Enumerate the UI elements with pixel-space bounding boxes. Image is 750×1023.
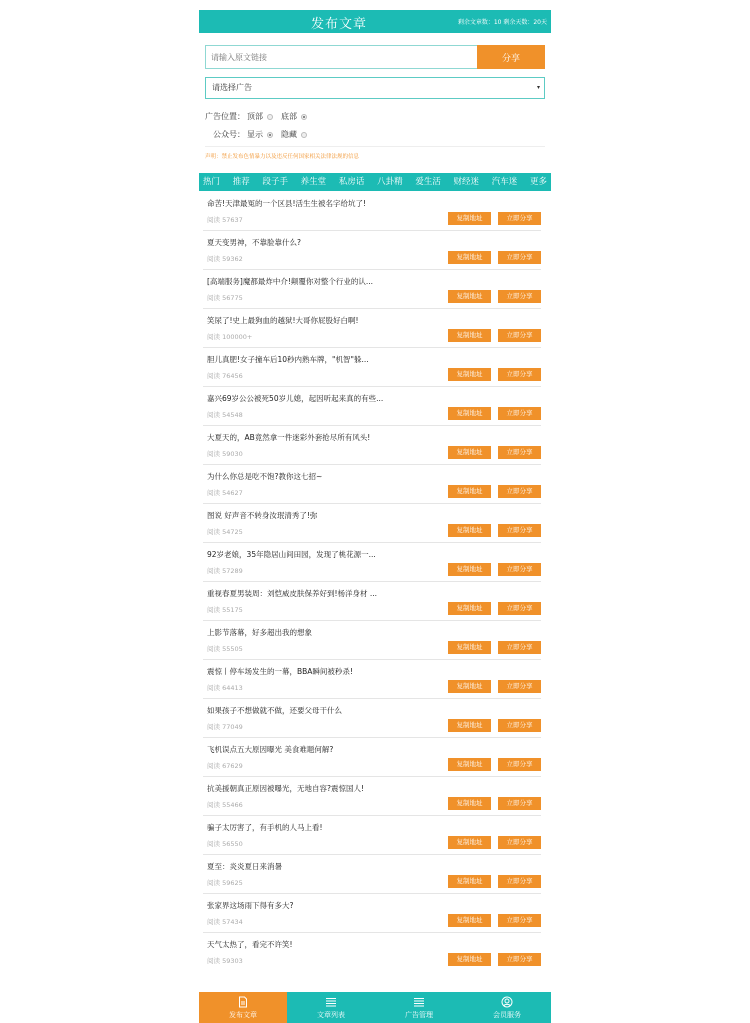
article-title[interactable]: 为什么你总是吃不饱?教你这七招~ — [207, 472, 323, 481]
tab-gossip[interactable]: 八卦精 — [377, 177, 403, 187]
copy-address-button[interactable]: 复制地址 — [448, 485, 491, 498]
tab-finance[interactable]: 财经迷 — [453, 177, 480, 187]
user-icon — [501, 996, 513, 1008]
article-item — [199, 660, 551, 699]
copy-address-button[interactable]: 复制地址 — [448, 836, 491, 849]
article-title[interactable]: 嘉兴69岁公公被死50岁儿媳，起因听起来真的有些... — [207, 394, 384, 403]
ad-position-bottom-radio[interactable] — [301, 114, 307, 120]
read-count: 阅读 77049 — [207, 723, 243, 731]
page-title: 发布文章 — [310, 17, 367, 32]
tab-lifestyle[interactable]: 爱生活 — [415, 177, 441, 187]
official-account-hide-label[interactable]: 隐藏 — [281, 130, 297, 139]
nav-label: 发布文章 — [229, 1011, 257, 1019]
share-now-button[interactable]: 立即分享 — [498, 290, 541, 303]
article-title[interactable]: 重视春夏男装周：刘恺威皮肤保养好到!杨洋身材 ... — [207, 589, 378, 598]
share-now-button[interactable]: 立即分享 — [498, 758, 541, 771]
bottom-nav — [199, 992, 551, 1023]
read-count: 阅读 54548 — [207, 411, 243, 419]
share-now-button[interactable]: 立即分享 — [498, 251, 541, 264]
ad-position-top-label[interactable]: 顶部 — [247, 112, 263, 121]
list-icon — [413, 996, 425, 1008]
app — [199, 0, 551, 1023]
article-title[interactable]: 图说 好声音不转身汝珉清秀了!弥 — [207, 511, 318, 520]
ad-position-bottom-label[interactable]: 底部 — [281, 112, 297, 121]
tab-recommend[interactable]: 推荐 — [232, 177, 250, 187]
copy-address-button[interactable]: 复制地址 — [448, 563, 491, 576]
share-now-button[interactable]: 立即分享 — [498, 368, 541, 381]
article-title[interactable]: [高端服务]魔都最炸中介!颠覆你对整个行业的认... — [207, 277, 374, 286]
share-now-button[interactable]: 立即分享 — [498, 719, 541, 732]
copy-address-button[interactable]: 复制地址 — [448, 524, 491, 537]
copy-address-button[interactable]: 复制地址 — [448, 914, 491, 927]
header-bar — [199, 10, 551, 33]
article-item — [199, 699, 551, 738]
article-item — [199, 855, 551, 894]
link-input-row — [205, 45, 545, 69]
article-title[interactable]: 夏天变男神，不靠脸靠什么? — [207, 238, 301, 247]
read-count: 阅读 55466 — [207, 801, 243, 809]
read-count: 阅读 67629 — [207, 762, 243, 770]
article-item — [199, 543, 551, 582]
article-item — [199, 192, 551, 231]
article-list — [199, 192, 551, 972]
copy-address-button[interactable]: 复制地址 — [448, 251, 491, 264]
article-item — [199, 465, 551, 504]
tab-private-talk[interactable]: 私房话 — [338, 177, 365, 187]
copy-address-button[interactable]: 复制地址 — [448, 290, 491, 303]
share-now-button[interactable]: 立即分享 — [498, 914, 541, 927]
article-item — [199, 348, 551, 387]
article-item — [199, 582, 551, 621]
tab-health[interactable]: 养生堂 — [300, 177, 327, 187]
read-count: 阅读 56550 — [207, 840, 243, 848]
article-title[interactable]: 笑尿了!史上最狗血的越狱!大哥你屁股好白啊! — [207, 316, 359, 325]
copy-address-button[interactable]: 复制地址 — [448, 368, 491, 381]
copy-address-button[interactable]: 复制地址 — [448, 407, 491, 420]
ad-select-dropdown[interactable] — [205, 77, 545, 99]
article-title[interactable]: 飞机误点五大原因曝光 美食难题何解? — [207, 745, 334, 754]
article-item — [199, 270, 551, 309]
share-now-button[interactable]: 立即分享 — [498, 446, 541, 459]
document-icon — [237, 996, 249, 1008]
read-count: 阅读 55505 — [207, 645, 243, 653]
share-now-button[interactable]: 立即分享 — [498, 485, 541, 498]
copy-address-button[interactable]: 复制地址 — [448, 953, 491, 966]
share-now-button[interactable]: 立即分享 — [498, 602, 541, 615]
nav-ad-management[interactable] — [375, 992, 463, 1023]
read-count: 阅读 57434 — [207, 918, 243, 926]
share-now-button[interactable]: 立即分享 — [498, 524, 541, 537]
article-item — [199, 894, 551, 933]
copy-address-button[interactable]: 复制地址 — [448, 329, 491, 342]
official-account-group — [213, 129, 313, 140]
nav-label: 会员服务 — [493, 1011, 521, 1019]
copy-address-button[interactable]: 复制地址 — [448, 641, 491, 654]
nav-label: 文章列表 — [317, 1011, 345, 1019]
tab-cars[interactable]: 汽车迷 — [491, 177, 518, 187]
copy-address-button[interactable]: 复制地址 — [448, 446, 491, 459]
copy-address-button[interactable]: 复制地址 — [448, 719, 491, 732]
article-item — [199, 738, 551, 777]
read-count: 阅读 76456 — [207, 372, 243, 380]
share-now-button[interactable]: 立即分享 — [498, 680, 541, 693]
copy-address-button[interactable]: 复制地址 — [448, 680, 491, 693]
article-title[interactable]: 天气太热了，看完不许笑! — [207, 940, 293, 949]
read-count: 阅读 59303 — [207, 957, 243, 965]
remaining-stats: 剩余文章数：10 剩余天数：20天 — [457, 19, 547, 26]
copy-address-button[interactable]: 复制地址 — [448, 212, 491, 225]
share-now-button[interactable]: 立即分享 — [498, 563, 541, 576]
read-count: 阅读 54627 — [207, 489, 243, 497]
tab-more[interactable]: 更多 — [529, 177, 547, 187]
article-title[interactable]: 胆儿真肥!女子撞车后10秒内熟车牌，"机智"躲... — [207, 355, 369, 364]
article-title[interactable]: 震惊丨停车场发生的一幕，BBA瞬间被秒杀! — [207, 667, 353, 676]
article-item — [199, 816, 551, 855]
ad-position-top-radio[interactable] — [267, 114, 273, 120]
share-now-button[interactable]: 立即分享 — [498, 836, 541, 849]
read-count: 阅读 57289 — [207, 567, 243, 575]
article-title[interactable]: 上影节落幕，好多超出我的想象 — [207, 628, 312, 637]
read-count: 阅读 59362 — [207, 255, 243, 263]
copy-address-button[interactable]: 复制地址 — [448, 602, 491, 615]
read-count: 阅读 55175 — [207, 606, 243, 614]
share-now-button[interactable]: 立即分享 — [498, 797, 541, 810]
article-item — [199, 309, 551, 348]
share-now-button[interactable]: 立即分享 — [498, 875, 541, 888]
article-item — [199, 621, 551, 660]
article-title[interactable]: 抗美援朝真正原因被曝光，无地自容?震惊国人! — [207, 784, 364, 793]
share-now-button[interactable]: 立即分享 — [498, 641, 541, 654]
article-title[interactable]: 命苦!天津最冤的一个区县!活生生被名字给坑了! — [207, 199, 367, 208]
article-title[interactable]: 张家界这场雨下得有多大? — [207, 901, 294, 910]
read-count: 阅读 59625 — [207, 879, 243, 887]
read-count: 阅读 54725 — [207, 528, 243, 536]
tab-hot[interactable]: 热门 — [203, 177, 221, 187]
article-title[interactable]: 大夏天的，AB竟然拿一件迷彩外套抢尽所有风头! — [207, 433, 371, 442]
article-item — [199, 231, 551, 270]
list-icon — [325, 996, 337, 1008]
tab-jokes[interactable]: 段子手 — [262, 177, 288, 187]
chevron-down-icon: ▾ — [536, 84, 540, 91]
copy-address-button[interactable]: 复制地址 — [448, 758, 491, 771]
share-now-button[interactable]: 立即分享 — [498, 212, 541, 225]
article-title[interactable]: 如果孩子不想做就不做，还要父母干什么 — [207, 706, 342, 715]
ad-select-value: 请选择广告 — [212, 83, 252, 92]
share-button[interactable]: 分享 — [477, 45, 545, 69]
article-title[interactable]: 骗子太厉害了，有手机的人马上看! — [207, 823, 323, 832]
read-count: 阅读 100000+ — [207, 333, 253, 341]
nav-member-service[interactable] — [463, 992, 551, 1023]
read-count: 阅读 59030 — [207, 450, 243, 458]
article-title[interactable]: 92岁老娘，35年隐居山间田园，发现了桃花源一... — [207, 550, 376, 559]
article-title[interactable]: 夏至：炎炎夏日来消暑 — [207, 862, 282, 871]
read-count: 阅读 64413 — [207, 684, 243, 692]
official-account-label: 公众号： — [213, 130, 245, 139]
article-item — [199, 426, 551, 465]
read-count: 阅读 57637 — [207, 216, 243, 224]
article-item — [199, 933, 551, 972]
disclaimer-notice: 声明：禁止发布色情暴力以及违反任何国家相关法律法规的信息 — [205, 154, 360, 160]
official-account-show-radio[interactable] — [267, 132, 273, 138]
share-now-button[interactable]: 立即分享 — [498, 329, 541, 342]
category-tabs — [199, 173, 551, 191]
divider — [205, 146, 545, 147]
read-count: 阅读 56775 — [207, 294, 243, 302]
official-account-show-label[interactable]: 显示 — [247, 130, 263, 139]
share-now-button[interactable]: 立即分享 — [498, 953, 541, 966]
copy-address-button[interactable]: 复制地址 — [448, 875, 491, 888]
article-link-input[interactable] — [205, 45, 477, 69]
article-item — [199, 777, 551, 816]
nav-article-list[interactable] — [287, 992, 375, 1023]
nav-publish-article[interactable] — [199, 992, 287, 1023]
article-item — [199, 504, 551, 543]
nav-label: 广告管理 — [405, 1011, 433, 1019]
copy-address-button[interactable]: 复制地址 — [448, 797, 491, 810]
ad-position-group — [205, 111, 313, 122]
article-item — [199, 387, 551, 426]
share-now-button[interactable]: 立即分享 — [498, 407, 541, 420]
official-account-hide-radio[interactable] — [301, 132, 307, 138]
ad-position-label: 广告位置： — [205, 112, 245, 121]
